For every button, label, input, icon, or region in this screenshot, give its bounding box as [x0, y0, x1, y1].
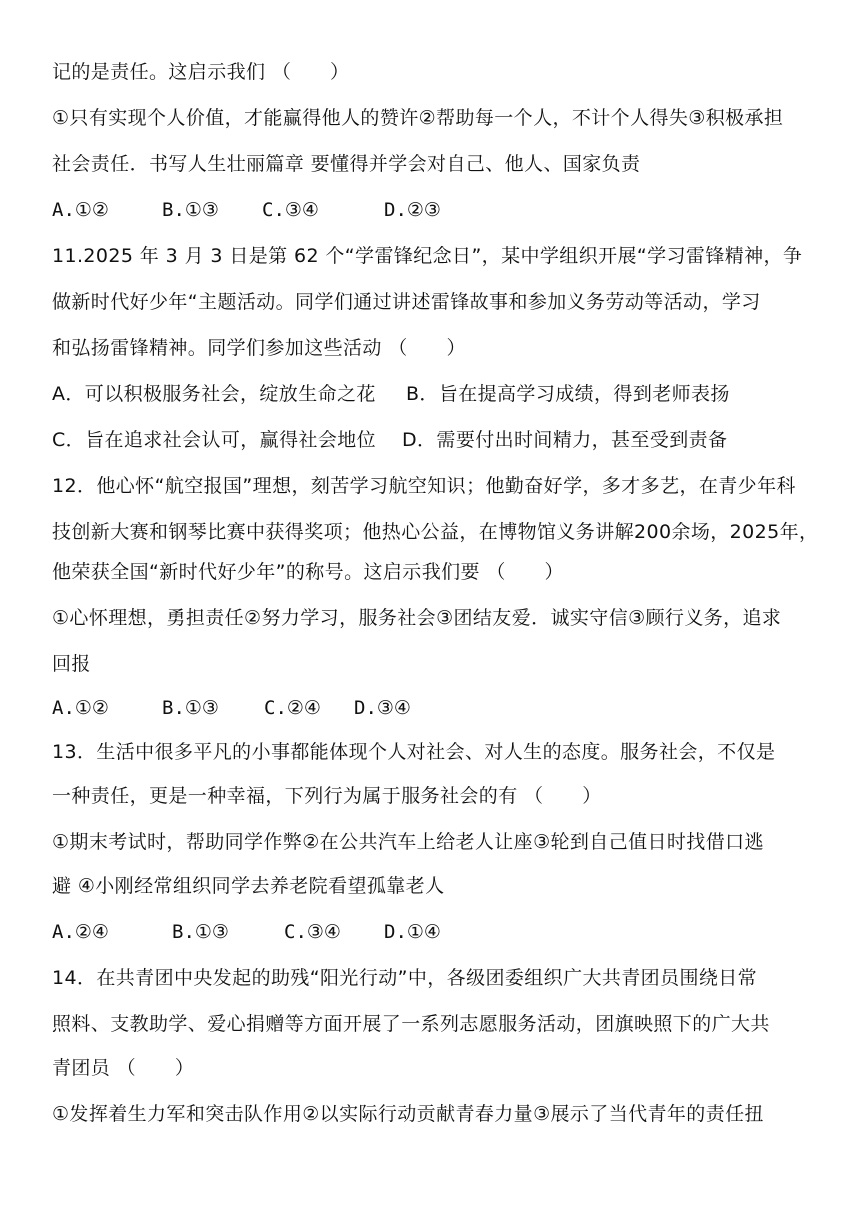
- q13-option-d: D.①④: [384, 921, 441, 943]
- q14-stem-line2: 照料、支教助学、爱心捐赠等方面开展了一系列志愿服务活动，团旗映照下的广大共: [52, 1013, 770, 1035]
- q13-option-c: C.③④: [284, 921, 341, 943]
- q10-option-b: B.①③: [162, 199, 219, 221]
- q12-option-b: B.①③: [162, 697, 219, 719]
- q13-statements-line2: 避 ④小刚经常组织同学去养老院看望孤靠老人: [52, 875, 445, 897]
- q12-stem-line3: 他荣获全国“新时代好少年”的称号。这启示我们要 （ ）: [52, 561, 564, 583]
- q10-option-d: D.②③: [384, 199, 441, 221]
- q10-statements-line2: 社会责任．书写人生壮丽篇章 要懂得并学会对自己、他人、国家负责: [52, 153, 641, 175]
- q13-stem-line2: 一种责任，更是一种幸福，下列行为属于服务社会的有 （ ）: [52, 785, 602, 807]
- q14-statements-line1: ①发挥着生力军和突击队作用②以实际行动贡献青春力量③展示了当代青年的责任扭: [52, 1103, 764, 1125]
- q12-stem-line1: 12．他心怀“航空报国”理想，刻苦学习航空知识；他勤奋好学，多才多艺，在青少年科: [52, 475, 796, 497]
- q10-option-a: A.①②: [52, 199, 109, 221]
- q11-stem-line3: 和弘扬雷锋精神。同学们参加这些活动 （ ）: [52, 337, 466, 359]
- q10-option-c: C.③④: [262, 199, 319, 221]
- q11-stem-line2: 做新时代好少年“主题活动。同学们通过讲述雷锋故事和参加义务劳动等活动，学习: [52, 291, 761, 313]
- q14-stem-line1: 14．在共青团中央发起的助残“阳光行动”中，各级团委组织广大共青团员围绕日常: [52, 967, 758, 989]
- q10-statements-line1: ①只有实现个人价值，才能赢得他人的赞许②帮助每一个人，不计个人得失③积极承担: [52, 107, 784, 129]
- q13-stem-line1: 13．生活中很多平凡的小事都能体现个人对社会、对人生的态度。服务社会，不仅是: [52, 741, 776, 763]
- q14-stem-line3: 青团员 （ ）: [52, 1057, 195, 1079]
- q12-statements-line2: 回报: [52, 653, 91, 675]
- q13-statements-line1: ①期末考试时，帮助同学作弊②在公共汽车上给老人让座③轮到自己值日时找借口逃: [52, 831, 764, 853]
- q13-option-a: A.②④: [52, 921, 109, 943]
- q11-option-c: C．旨在追求社会认可，赢得社会地位: [52, 429, 377, 451]
- q12-option-d: D.③④: [354, 697, 411, 719]
- q11-option-b: B．旨在提高学习成绩，得到老师表扬: [406, 383, 730, 405]
- q11-stem-line1: 11.2025 年 3 月 3 日是第 62 个“学雷锋纪念日”，某中学组织开展“学习雷锋精神，争: [52, 245, 803, 267]
- q10-stem-continuation: 记的是责任。这启示我们 （ ）: [52, 61, 350, 83]
- q12-option-c: C.②④: [264, 697, 321, 719]
- q11-option-d: D．需要付出时间精力，甚至受到责备: [402, 429, 728, 451]
- q11-option-a: A．可以积极服务社会，绽放生命之花: [52, 383, 376, 405]
- q12-option-a: A.①②: [52, 697, 109, 719]
- q13-option-b: B.①③: [172, 921, 229, 943]
- q12-stem-line2: 技创新大赛和钢琴比赛中获得奖项；他热心公益，在博物馆义务讲解200余场，2025年，: [52, 521, 819, 543]
- q12-statements-line1: ①心怀理想，勇担责任②努力学习，服务社会③团结友爱．诚实守信③顾行义务，追求: [52, 607, 782, 629]
